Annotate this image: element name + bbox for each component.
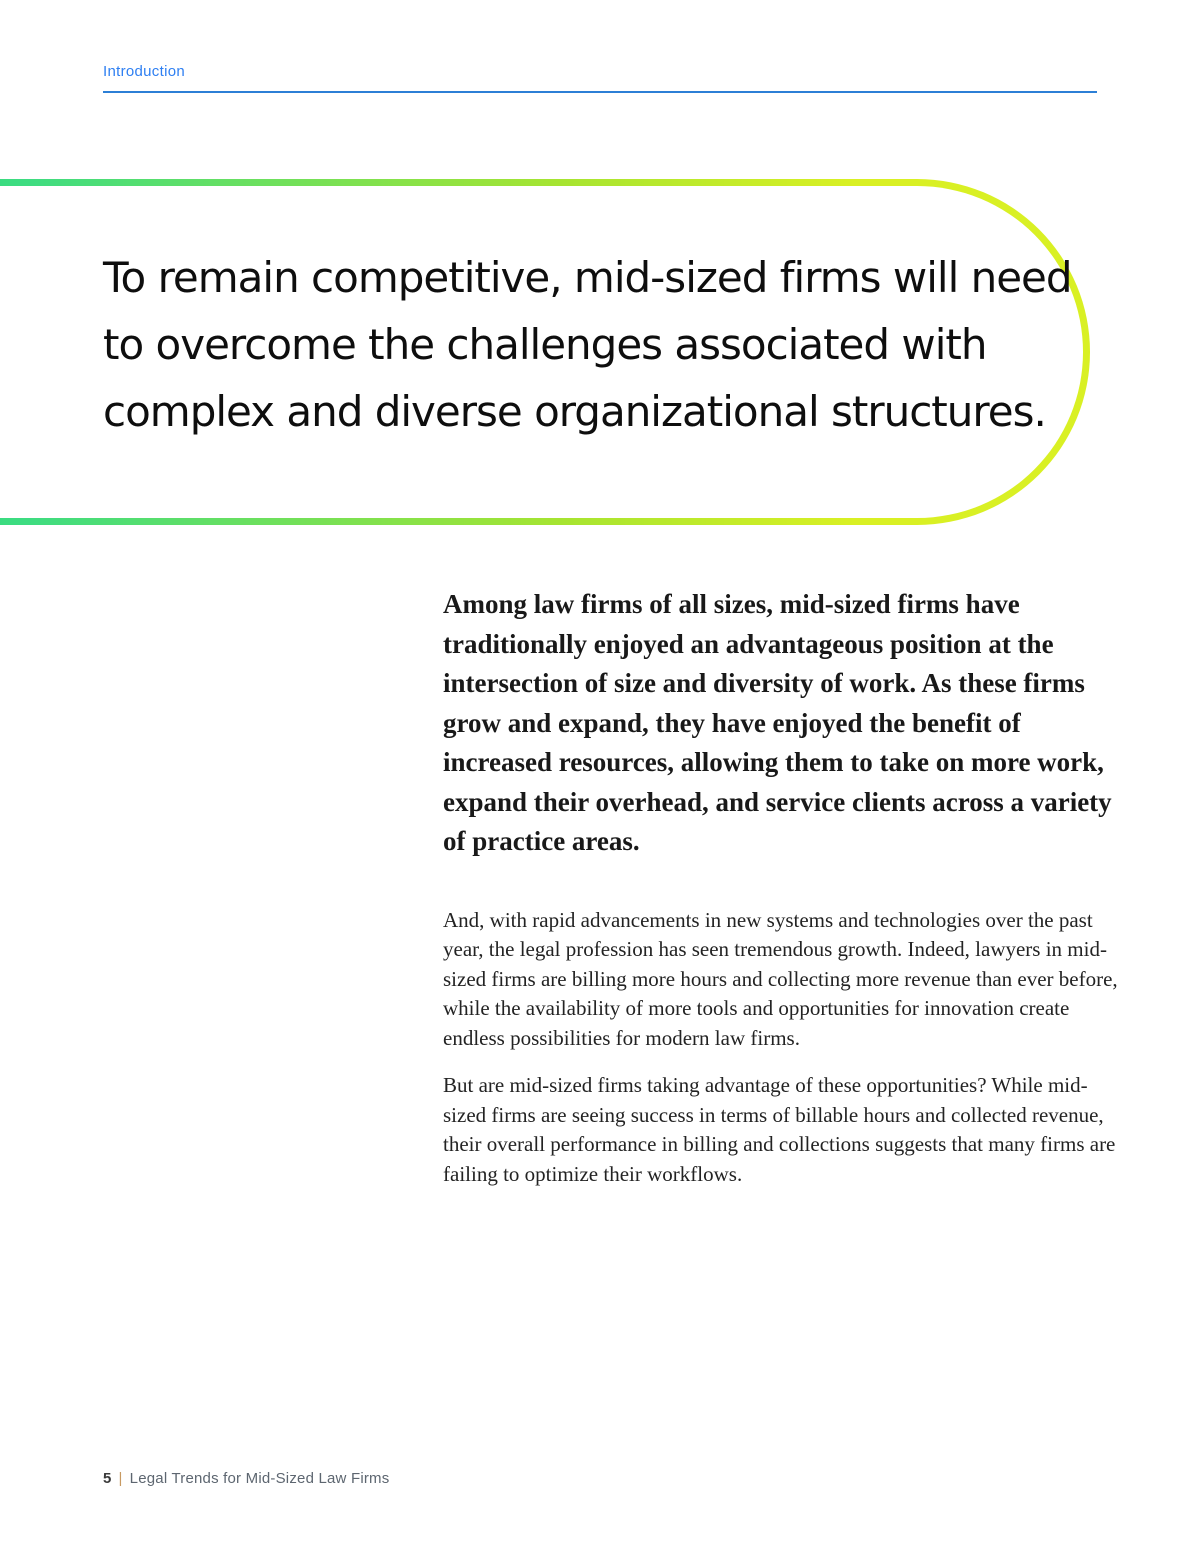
pull-quote-line: complex and diverse organizational structures. <box>103 387 1046 436</box>
body-text-column <box>443 585 1120 1207</box>
header-rule <box>103 91 1097 93</box>
body-paragraph: But are mid-sized firms taking advantage of these opportunities? While mid-sized firms are seeing success in terms of billable hours and collected revenue, their overall performance in billing and collections suggests that many firms are failing to optimize their workflows. <box>443 1073 1116 1186</box>
body-paragraph: And, with rapid advancements in new systems and technologies over the past year, the legal profession has seen tremendous growth. Indeed, lawyers in mid-sized firms are billing more hours and collecting more revenue than ever before, while the availability of more tools and opportunities for innovation create endless possibilities for modern law firms. <box>443 907 1118 1050</box>
pull-quote-headline <box>103 244 1072 445</box>
page-footer <box>103 1470 389 1487</box>
pull-quote-line: to overcome the challenges associated with <box>103 320 987 369</box>
section-eyebrow: Introduction <box>103 63 185 80</box>
page-number: 5 <box>103 1470 112 1487</box>
lead-paragraph: Among law firms of all sizes, mid-sized firms have traditionally enjoyed an advantageous position at the intersection of size and diversity of work. As these firms grow and expand, they have enjoyed the benefit of increased resources, allowing them to take on more work, expand their overhead, and service clients across a variety of practice areas. <box>443 589 1112 856</box>
pull-quote-line: To remain competitive, mid-sized firms will need <box>103 253 1072 302</box>
footer-report-title: Legal Trends for Mid-Sized Law Firms <box>129 1470 390 1487</box>
footer-separator: | <box>118 1470 123 1487</box>
